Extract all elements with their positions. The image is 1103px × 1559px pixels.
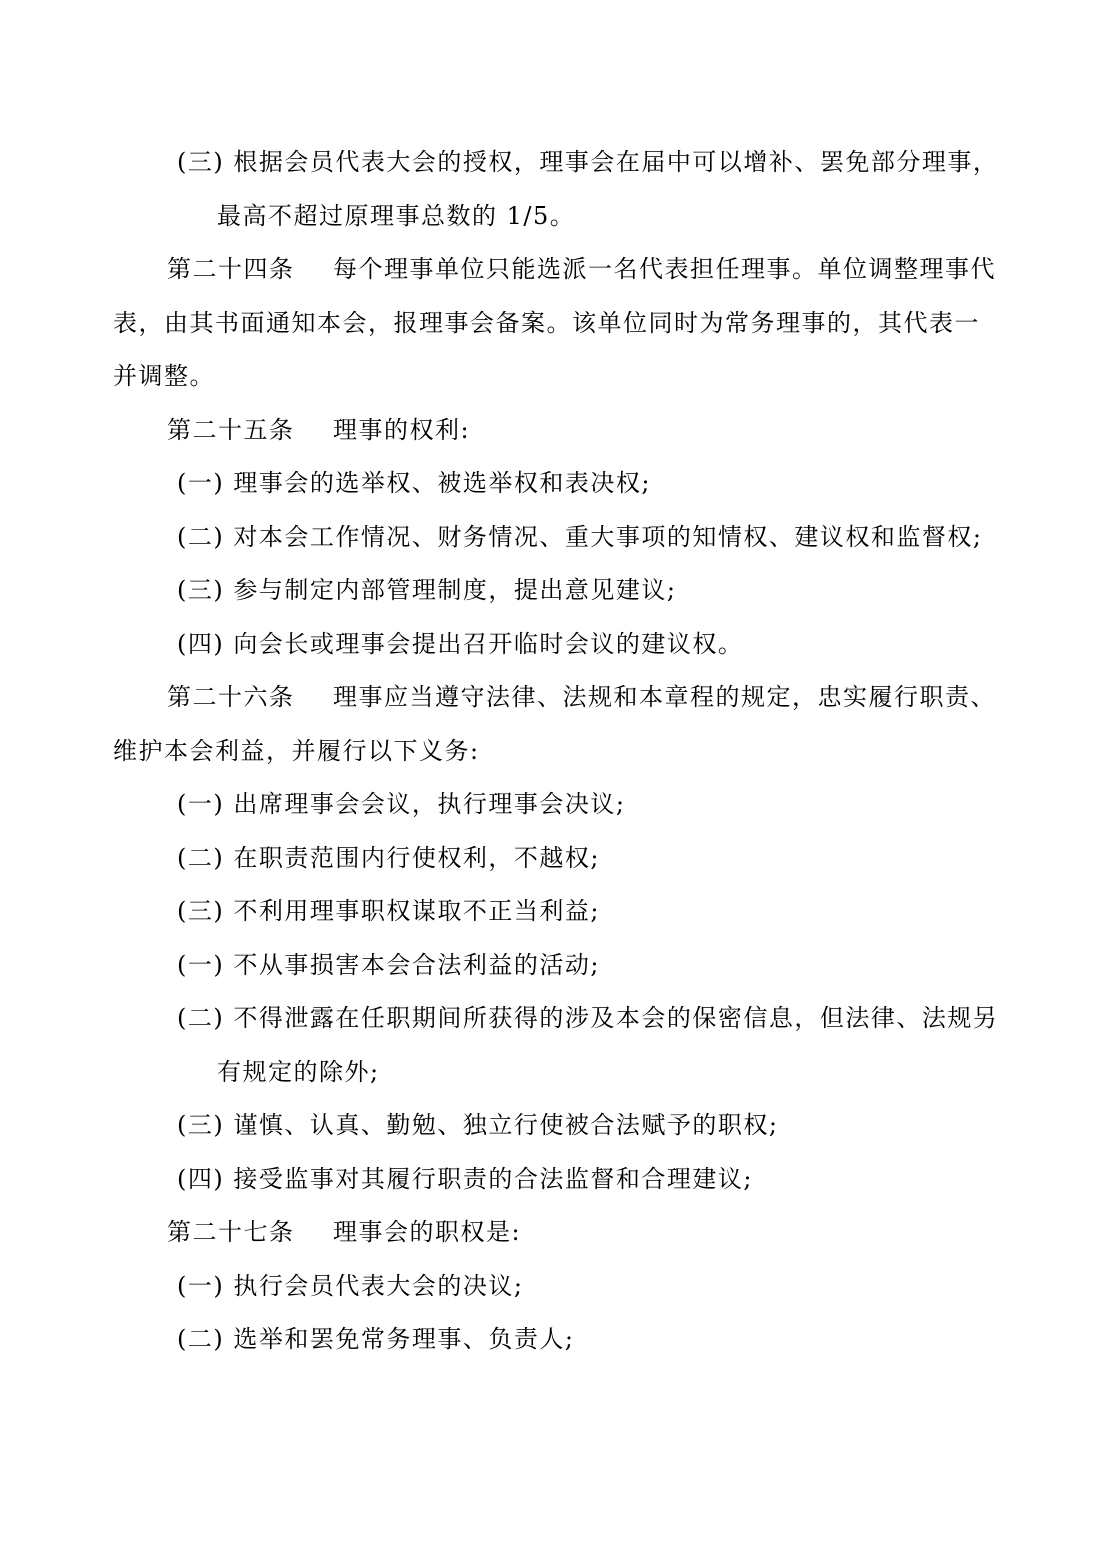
list-item: (二) 对本会工作情况、财务情况、重大事项的知情权、建议权和监督权;: [177, 522, 983, 551]
list-item: (二) 选举和罢免常务理事、负责人;: [177, 1325, 575, 1353]
list-item: (三) 参与制定内部管理制度，提出意见建议;: [177, 576, 677, 604]
article-text: 理事的权利:: [333, 415, 471, 444]
list-item-continuation: 有规定的除外;: [217, 1057, 380, 1086]
list-item: (三) 根据会员代表大会的授权，理事会在届中可以增补、罢免部分理事，: [177, 148, 999, 176]
article-number: 第二十五条: [167, 415, 295, 444]
paragraph-line: 表，由其书面通知本会，报理事会备案。该单位同时为常务理事的，其代表一: [113, 308, 980, 337]
document-body: [113, 136, 1003, 1367]
list-item: (二) 不得泄露在任职期间所获得的涉及本会的保密信息，但法律、法规另: [177, 1004, 999, 1032]
article-line: [113, 1206, 1003, 1260]
article-number: 第二十六条: [167, 683, 295, 711]
article-line: [113, 671, 1003, 725]
article-text: 理事应当遵守法律、法规和本章程的规定，忠实履行职责、: [333, 683, 996, 711]
list-item: (三) 谨慎、认真、勤勉、独立行使被合法赋予的职权;: [177, 1111, 779, 1139]
article-number: 第二十四条: [167, 255, 295, 283]
article-number: 第二十七条: [167, 1218, 295, 1246]
list-item: (二) 在职责范围内行使权利，不越权;: [177, 843, 600, 872]
article-text: 每个理事单位只能选派一名代表担任理事。单位调整理事代: [333, 255, 996, 283]
list-item: (四) 接受监事对其履行职责的合法监督和合理建议;: [177, 1164, 753, 1193]
list-item: (一) 不从事损害本会合法利益的活动;: [177, 950, 600, 979]
paragraph-line: 维护本会利益，并履行以下义务:: [113, 736, 480, 765]
article-text: 理事会的职权是:: [333, 1218, 522, 1246]
list-item: (一) 执行会员代表大会的决议;: [177, 1271, 524, 1300]
paragraph-line: 并调整。: [113, 362, 215, 390]
article-line: [113, 404, 1003, 458]
list-item: (四) 向会长或理事会提出召开临时会议的建议权。: [177, 629, 744, 658]
list-item: (一) 出席理事会会议，执行理事会决议;: [177, 790, 626, 818]
list-item: (一) 理事会的选举权、被选举权和表决权;: [177, 469, 651, 497]
list-item: (三) 不利用理事职权谋取不正当利益;: [177, 897, 600, 925]
list-item-continuation: 最高不超过原理事总数的 1/5。: [217, 201, 576, 230]
article-line: [113, 243, 1003, 297]
